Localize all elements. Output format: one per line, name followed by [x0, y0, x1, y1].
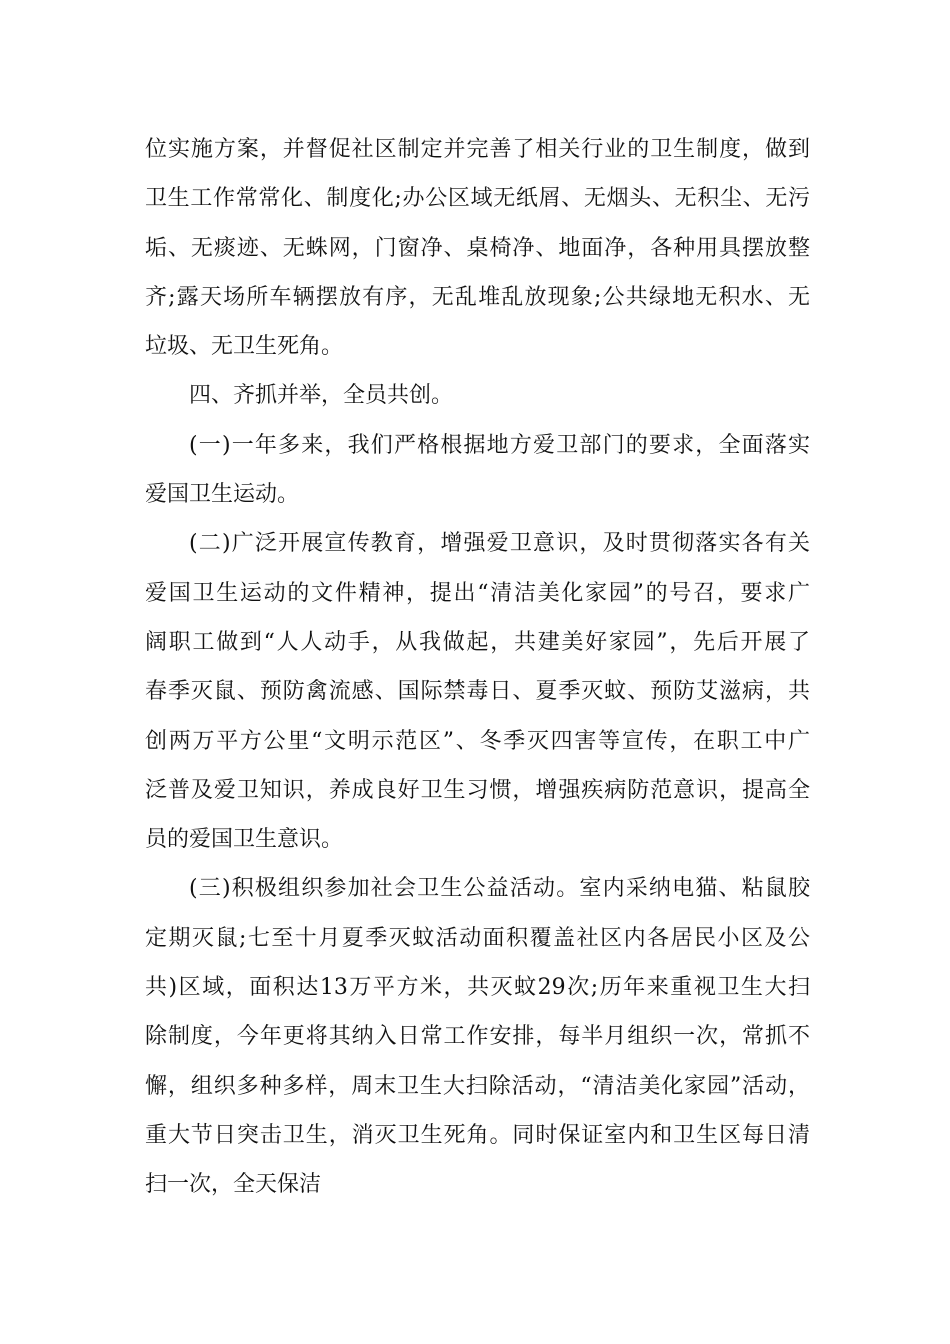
text-line: 员的爱国卫生意识。 [145, 827, 344, 853]
text-line: 爱国卫生运动的文件精神，提出“清洁美化家园”的号召，要求广 [145, 580, 810, 606]
text-line: 重大节日突击卫生，消灭卫生死角。同时保证室内和卫生区每日清 [145, 1122, 810, 1148]
text-line: 春季灭鼠、预防禽流感、国际禁毒日、夏季灭蚊、预防艾滋病，共 [145, 679, 810, 705]
text-line: 创两万平方公里“文明示范区”、冬季灭四害等宣传，在职工中广 [145, 728, 810, 754]
text-line: 爱国卫生运动。 [145, 482, 300, 508]
text-line: 共)区域，面积达13万平方米，共灭蚊29次;历年来重视卫生大扫 [145, 975, 810, 1001]
text-line: 位实施方案，并督促社区制定并完善了相关行业的卫生制度，做到 [145, 137, 810, 162]
body-text [145, 125, 810, 1210]
text-line: 垢、无痰迹、无蛛网，门窗净、桌椅净、地面净，各种用具摆放整 [145, 235, 810, 261]
section-heading: 四、齐抓并举，全员共创。 [189, 383, 454, 409]
text-line: 扫一次，全天保洁 [145, 1172, 322, 1198]
text-line: 懈，组织多种多样，周末卫生大扫除活动，“清洁美化家园”活动， [145, 1073, 810, 1099]
text-line: 定期灭鼠;七至十月夏季灭蚊活动面积覆盖社区内各居民小区及公 [145, 925, 810, 951]
text-line: 泛普及爱卫知识，养成良好卫生习惯，增强疾病防范意识，提高全 [145, 777, 810, 803]
text-line: 齐;露天场所车辆摆放有序，无乱堆乱放现象;公共绿地无积水、无 [145, 284, 810, 310]
text-line: (三)积极组织参加社会卫生公益活动。室内采纳电猫、粘鼠胶 [189, 876, 810, 902]
text-line: 垃圾、无卫生死角。 [145, 334, 344, 360]
text-line: 除制度，今年更将其纳入日常工作安排，每半月组织一次，常抓不 [145, 1024, 810, 1050]
text-line: 阔职工做到“人人动手，从我做起，共建美好家园”，先后开展了 [145, 629, 810, 655]
text-line: 卫生工作常常化、制度化;办公区域无纸屑、无烟头、无积尘、无污 [145, 186, 810, 212]
text-line: (二)广泛开展宣传教育，增强爱卫意识，及时贯彻落实各有关 [189, 531, 810, 557]
text-line: (一)一年多来，我们严格根据地方爱卫部门的要求，全面落实 [189, 432, 810, 458]
